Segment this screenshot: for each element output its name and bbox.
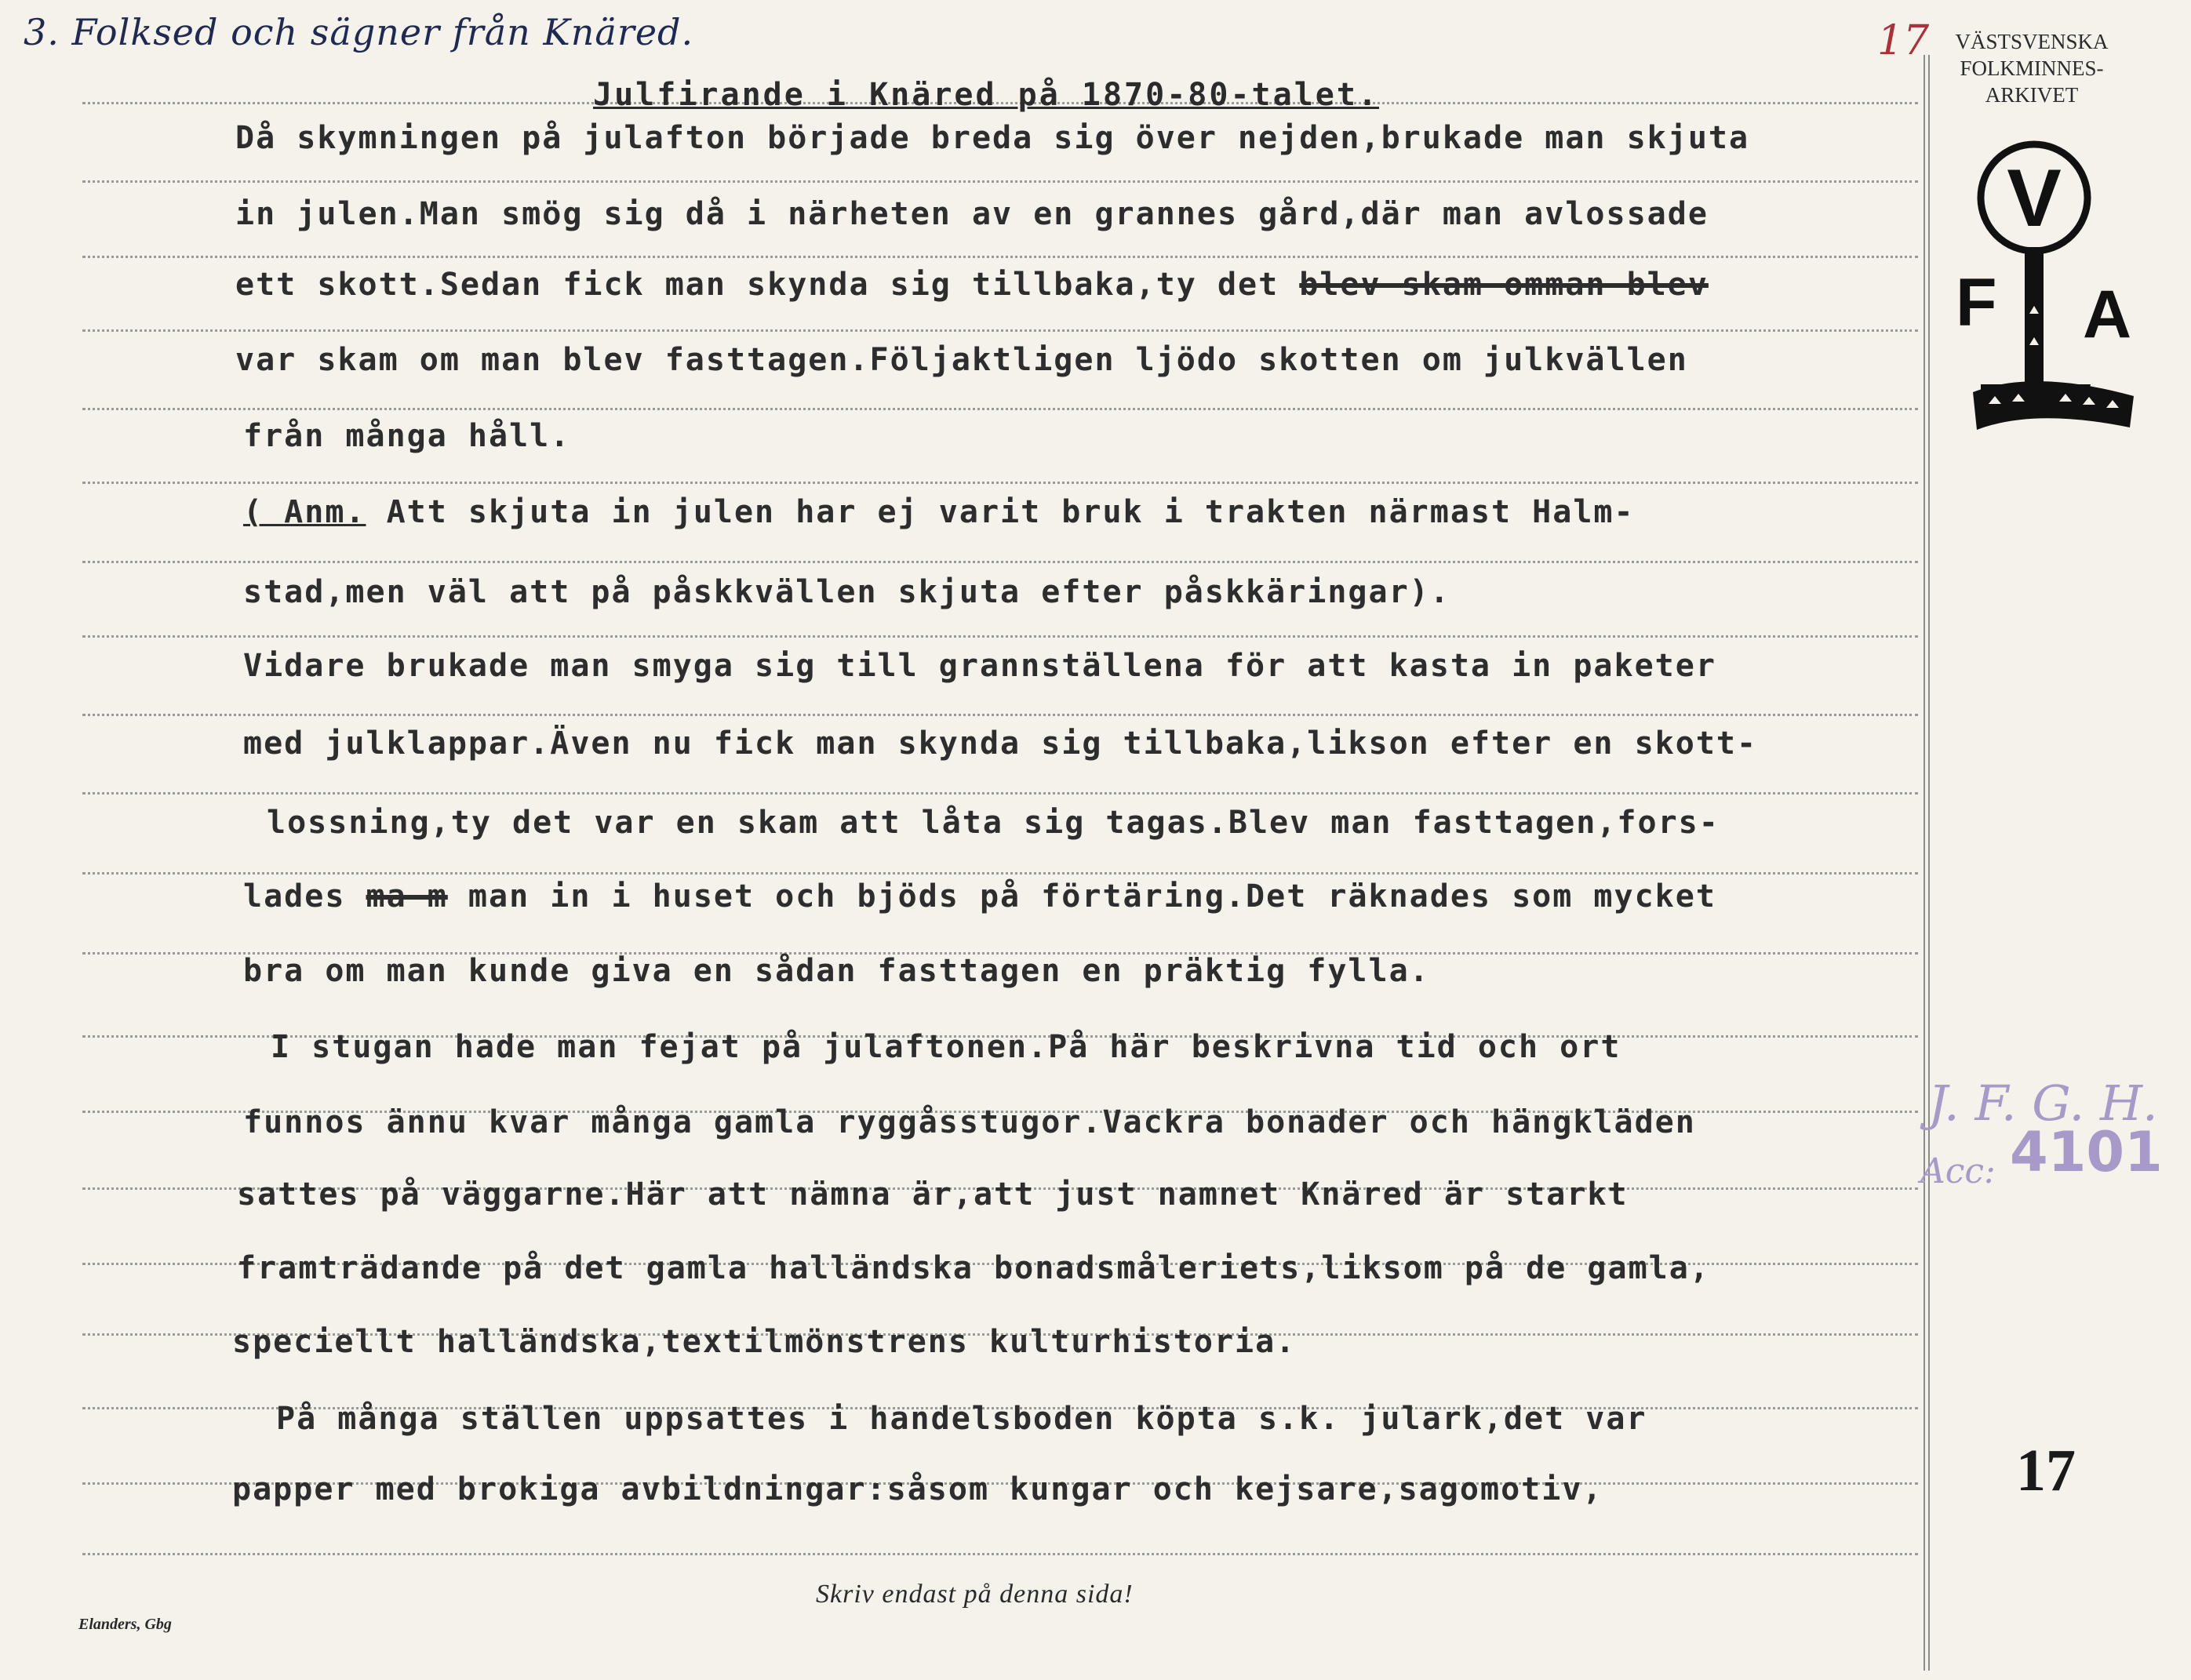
text-segment: Att skjuta in julen har ej varit bruk i trakten närmast Halm- xyxy=(366,494,1635,530)
dotted-rule xyxy=(82,792,1918,795)
document-title: Julfirande i Knäred på 1870-80-talet. xyxy=(593,77,1380,113)
text-line: På många ställen uppsattes i handelsboden köpta s.k. julark,det var xyxy=(276,1401,1647,1437)
text-line: med julklappar.Även nu fick man skynda sig tillbaka,likson efter en skott- xyxy=(243,725,1758,762)
margin-line-left xyxy=(1923,55,1925,1671)
archive-name-line: VÄSTSVENSKA xyxy=(1955,30,2109,53)
logo-letter-f: F xyxy=(1956,265,1997,340)
text-line: bra om man kunde giva en sådan fasttagen en präktig fylla. xyxy=(243,953,1430,989)
annotation-label: ( Anm. xyxy=(243,494,366,530)
archive-name xyxy=(1938,28,2126,108)
dotted-rule xyxy=(82,635,1918,638)
dotted-rule xyxy=(82,714,1918,716)
text-line: Då skymningen på julafton började breda sig över nejden,brukade man skjuta xyxy=(235,120,1750,156)
text-segment: lades xyxy=(243,878,366,915)
dotted-rule xyxy=(82,408,1918,410)
printer-mark: Elanders, Gbg xyxy=(78,1616,172,1633)
text-line: framträdande på det gamla halländska bonadsmåleriets,liksom på de gamla, xyxy=(237,1250,1710,1286)
text-line: speciellt halländska,textilmönstrens kulturhistoria. xyxy=(232,1324,1297,1360)
archive-name-line: ARKIVET xyxy=(1985,83,2079,107)
text-line xyxy=(243,878,1716,915)
text-line: in julen.Man smög sig då i närheten av en grannes gård,där man avlossade xyxy=(235,196,1709,232)
text-line: funnos ännu kvar många gamla ryggåsstugor.Vackra bonader och hängkläden xyxy=(243,1104,1696,1140)
text-line: I stugan hade man fejat på julaftonen.På här beskrivna tid och ort xyxy=(271,1029,1621,1065)
text-line: papper med brokiga avbildningar:såsom kungar och kejsare,sagomotiv, xyxy=(232,1471,1603,1507)
text-segment: man in i huset och bjöds på förtäring.Det räknades som mycket xyxy=(447,878,1716,915)
margin-line-right xyxy=(1928,55,1930,1671)
logo-letter-v: V xyxy=(2007,153,2062,244)
text-line: var skam om man blev fasttagen.Följaktligen ljödo skotten om julkvällen xyxy=(235,342,1688,378)
text-line: sattes på väggarne.Här att nämna är,att just namnet Knäred är starkt xyxy=(237,1176,1629,1213)
dotted-rule xyxy=(82,561,1918,563)
handwritten-page-number: 17 xyxy=(1877,17,1930,64)
archive-stamp-initials: J. F. G. H. xyxy=(1928,1075,2158,1132)
dotted-rule xyxy=(82,872,1918,875)
struck-through-text: ma m xyxy=(366,878,448,915)
dotted-rule xyxy=(82,180,1918,183)
archive-stamp-acc-label: Acc: xyxy=(1920,1151,1996,1191)
handwritten-header-note: 3. Folksed och sägner från Knäred. xyxy=(24,11,694,53)
archive-name-line: FOLKMINNES- xyxy=(1960,56,2104,80)
text-line: från många håll. xyxy=(243,418,571,454)
text-line xyxy=(235,267,1709,303)
dotted-rule xyxy=(82,256,1918,258)
text-segment: ett skott.Sedan fick man skynda sig tillbaka,ty det xyxy=(235,267,1300,303)
vfa-hammer-logo-icon xyxy=(1956,133,2138,455)
printed-page-number: 17 xyxy=(2016,1438,2076,1504)
struck-through-text: blev skam omman blev xyxy=(1299,267,1709,303)
text-line: Vidare brukade man smyga sig till grannställena för att kasta in paketer xyxy=(243,648,1716,684)
dotted-rule xyxy=(82,329,1918,332)
text-line: lossning,ty det var en skam att låta sig tagas.Blev man fasttagen,fors- xyxy=(267,805,1720,841)
text-line: stad,men väl att på påskkvällen skjuta efter påskkäringar). xyxy=(243,574,1450,610)
dotted-rule xyxy=(82,482,1918,484)
footer-instruction: Skriv endast på denna sida! xyxy=(816,1580,1134,1609)
dotted-rule xyxy=(82,1553,1918,1555)
text-line xyxy=(243,494,1635,530)
archive-stamp-acc-number: 4101 xyxy=(2010,1120,2163,1184)
logo-letter-a: A xyxy=(2083,277,2132,352)
